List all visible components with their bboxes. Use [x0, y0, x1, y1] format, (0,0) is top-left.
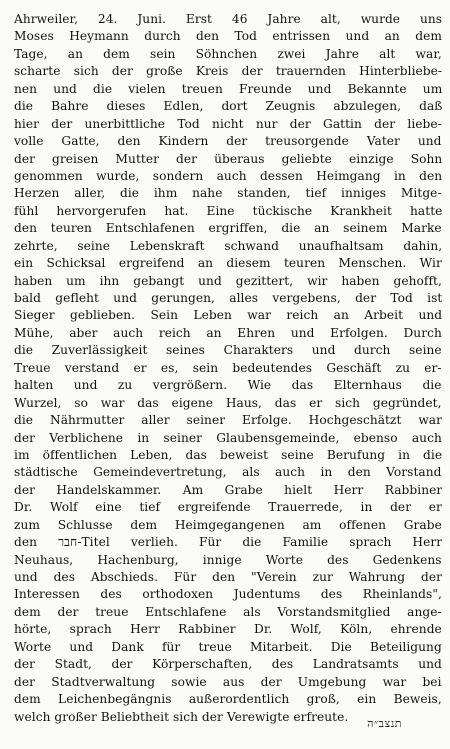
article-line: der Handelskammer. Am Grabe hielt Herr Rabbiner — [14, 482, 442, 497]
article-line: zum Schlusse dem Heimgegangenen am offenen Grabe — [14, 517, 442, 532]
article-line: die Bahre dieses Edlen, dort Zeugnis abzulegen, daß — [14, 99, 442, 114]
article-line: welch großer Beliebtheit sich der Verewigte erfreute. — [14, 709, 349, 724]
obituary-article — [14, 11, 442, 726]
hebrew-abbreviation: תנצב״ה — [367, 717, 402, 730]
article-line: fühl hervorgerufen hat. Eine tückische Krankheit hatte — [14, 203, 442, 218]
article-line: den teuren Entschlafenen ergriffen, die an seinem Marke — [14, 221, 442, 236]
article-line: und des Abschieds. Für den "Verein zur Wahrung der — [14, 570, 442, 584]
article-line: der Stadtverwaltung sowie aus der Umgebung war bei — [14, 674, 442, 689]
article-line: Tage, an dem sein Söhnchen zwei Jahre alt war, — [14, 46, 442, 61]
article-line: nen und die vielen treuen Freunde und Bekannte um — [14, 81, 442, 96]
article-line: scharte sich der große Kreis der trauernden Hinterbliebe- — [14, 64, 442, 79]
article-line: dem der treue Entschlafene als Vorstandsmitglied ange- — [14, 604, 442, 619]
article-line: Wurzel, so war das eigene Haus, das er sich gegründet, — [14, 395, 442, 410]
article-line: volle Gatte, den Kindern der treusorgende Vater und — [14, 134, 442, 149]
article-line: hier der unerbittliche Tod nicht nur der Gattin der liebe- — [14, 116, 442, 131]
article-line: die Nährmutter aller seiner Erfolge. Hochgeschätzt war — [14, 413, 442, 428]
article-line: im öffentlichen Leben, das beweist seine Berufung in die — [14, 447, 442, 462]
article-line: genommen wurde, sondern auch dessen Heimgang in den — [14, 168, 442, 183]
article-line: haben um ihn gebangt und gezittert, wir haben gehofft, — [14, 273, 442, 288]
article-line: ein Schicksal ergreifend an diesem teuren Menschen. Wir — [14, 256, 442, 271]
article-line: städtische Gemeindevertretung, als auch in den Vorstand — [14, 465, 442, 480]
article-line: der Stadt, der Körperschaften, des Landratsamts und — [14, 657, 442, 672]
article-line: zehrte, seine Lebenskraft schwand unaufhaltsam dahin, — [14, 238, 442, 253]
article-line: Interessen des orthodoxen Judentums des Rheinlands", — [14, 587, 442, 602]
article-line: Herzen aller, die ihm nahe standen, tief inniges Mitge- — [14, 186, 442, 201]
article-line: der greisen Mutter der überaus geliebte einzige Sohn — [14, 151, 442, 166]
article-line: Ahrweiler, 24. Juni. Erst 46 Jahre alt, wurde uns — [14, 12, 442, 26]
article-line: Dr. Wolf eine tief ergreifende Trauerrede, in der er — [14, 500, 442, 515]
article-line: Moses Heymann durch den Tod entrissen und an dem — [14, 29, 442, 44]
article-line: bald gefleht und gerungen, alles vergebens, der Tod ist — [14, 291, 442, 305]
article-line: Worte und Dank für treue Mitarbeit. Die Beteiligung — [14, 639, 442, 654]
article-line: die Zuverlässigkeit seines Charakters und durch seine — [14, 343, 442, 358]
article-line: der Verblichene in seiner Glaubensgemeinde, ebenso auch — [14, 430, 442, 445]
article-line: Sieger geblieben. Sein Leben war reich an Arbeit und — [14, 308, 442, 323]
article-line: Treue verstand er es, sein bedeutendes Geschäft zu er- — [14, 360, 442, 375]
article-line: dem Leichenbegängnis außerordentlich groß, ein Beweis, — [14, 692, 442, 707]
article-line: Neuhaus, Hachenburg, innige Worte des Gedenkens — [14, 552, 442, 567]
article-line: den חבר-Titel verlieh. Für die Familie sprach Herr — [14, 535, 442, 550]
article-line: Mühe, aber auch reich an Ehren und Erfolgen. Durch — [14, 325, 442, 340]
article-line: halten und zu vergrößern. Wie das Elternhaus die — [14, 378, 442, 393]
article-line: hörte, sprach Herr Rabbiner Dr. Wolf, Köln, ehrende — [14, 622, 442, 637]
